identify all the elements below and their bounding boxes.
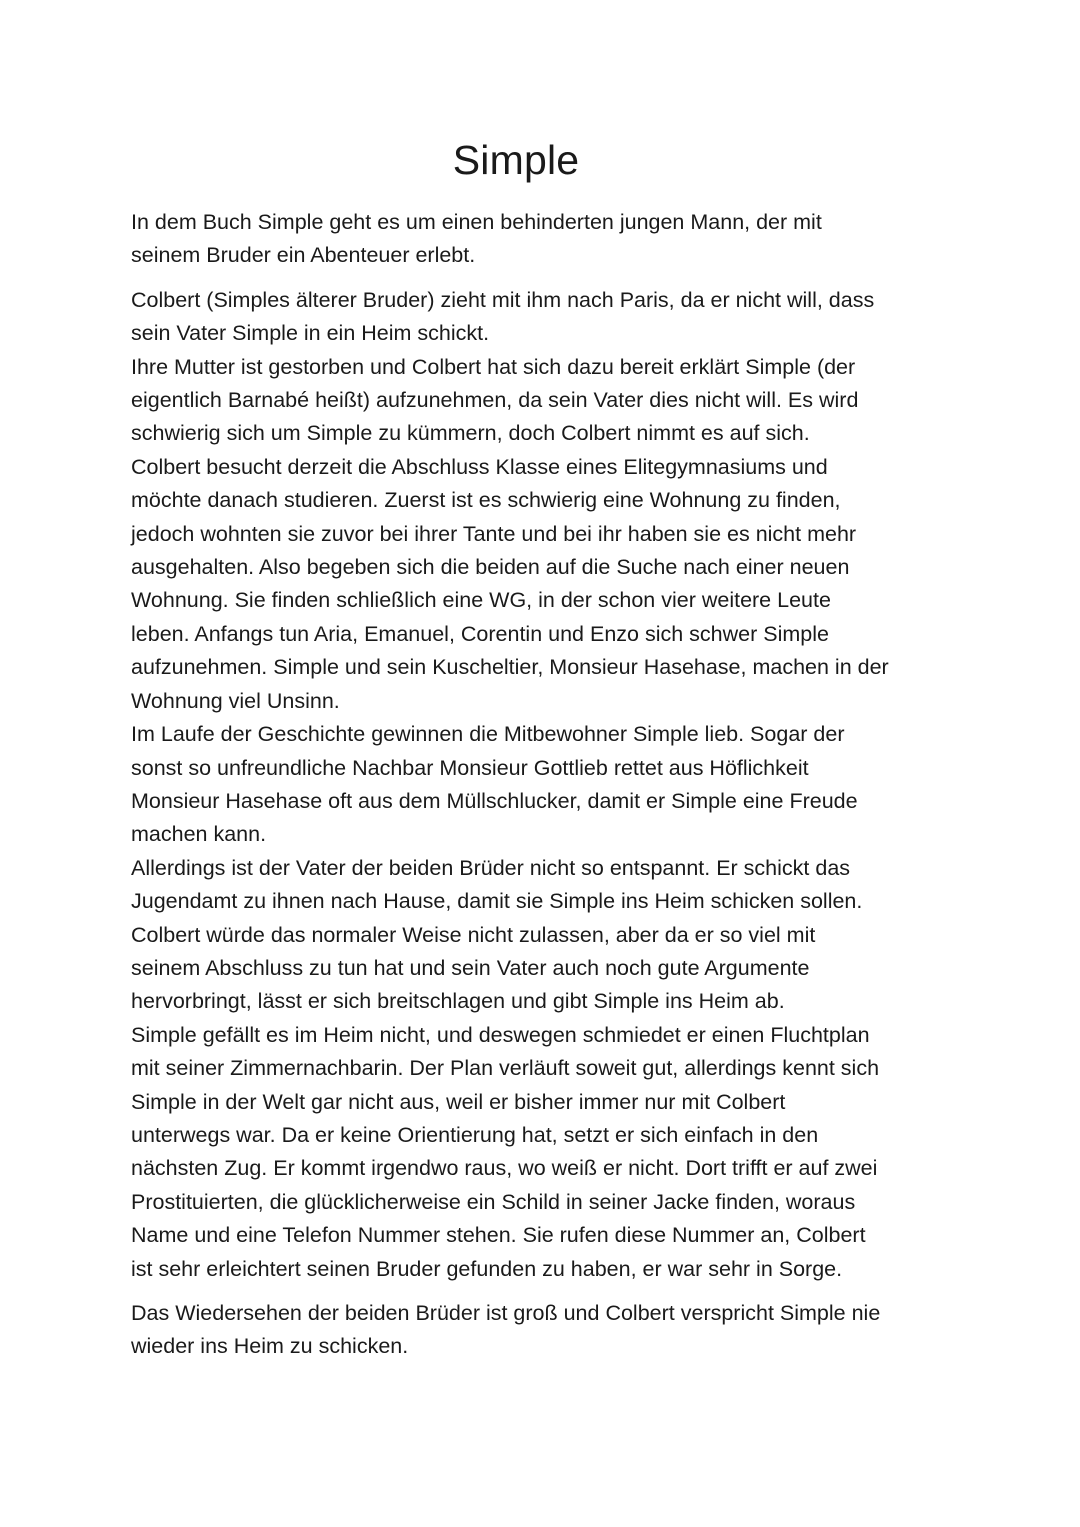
text-line: Wohnung. Sie finden schließlich eine WG, in der schon vier weitere Leute bbox=[131, 588, 831, 613]
text-line: In dem Buch Simple geht es um einen behinderten jungen Mann, der mit bbox=[131, 210, 822, 234]
text-line: hervorbringt, lässt er sich breitschlagen und gibt Simple ins Heim ab. bbox=[131, 989, 785, 1014]
text-line: ausgehalten. Also begeben sich die beiden auf die Suche nach einer neuen bbox=[131, 555, 850, 580]
text-line: Simple in der Welt gar nicht aus, weil er bisher immer nur mit Colbert bbox=[131, 1089, 786, 1114]
text-line: Wohnung viel Unsinn. bbox=[131, 688, 340, 713]
text-line: Colbert (Simples älterer Bruder) zieht mit ihm nach Paris, da er nicht will, dass bbox=[131, 287, 875, 312]
text-line: Jugendamt zu ihnen nach Hause, damit sie Simple ins Heim schicken sollen. bbox=[131, 889, 863, 914]
text-line: Das Wiedersehen der beiden Brüder ist groß und Colbert verspricht Simple nie bbox=[131, 1301, 881, 1325]
text-line: nächsten Zug. Er kommt irgendwo raus, wo weiß er nicht. Dort trifft er auf zwei bbox=[131, 1156, 878, 1181]
text-line: wieder ins Heim zu schicken. bbox=[131, 1334, 409, 1359]
text-line: Ihre Mutter ist gestorben und Colbert hat sich dazu bereit erklärt Simple (der bbox=[131, 354, 856, 379]
text-line: machen kann. bbox=[131, 822, 267, 847]
text-line: Allerdings ist der Vater der beiden Brüder nicht so entspannt. Er schickt das bbox=[131, 855, 851, 880]
text-line: seinem Abschluss zu tun hat und sein Vater auch noch gute Argumente bbox=[131, 955, 810, 980]
text-line: leben. Anfangs tun Aria, Emanuel, Corentin und Enzo sich schwer Simple bbox=[131, 621, 829, 646]
text-line: jedoch wohnten sie zuvor bei ihrer Tante und bei ihr haben sie es nicht mehr bbox=[131, 521, 857, 546]
text-line: Prostituierten, die glücklicherweise ein Schild in seiner Jacke finden, woraus bbox=[131, 1189, 856, 1214]
text-line: unterwegs war. Da er keine Orientierung hat, setzt er sich einfach in den bbox=[131, 1122, 819, 1147]
text-line: Im Laufe der Geschichte gewinnen die Mitbewohner Simple lieb. Sogar der bbox=[131, 722, 845, 747]
text-line: Colbert würde das normaler Weise nicht zulassen, aber da er so viel mit bbox=[131, 922, 816, 947]
text-line: Colbert besucht derzeit die Abschluss Klasse eines Elitegymnasiums und bbox=[131, 454, 828, 479]
text-line: Simple gefällt es im Heim nicht, und deswegen schmiedet er einen Fluchtplan bbox=[131, 1022, 870, 1047]
text-line: mit seiner Zimmernachbarin. Der Plan verläuft soweit gut, allerdings kennt sich bbox=[131, 1056, 880, 1081]
text-line: sonst so unfreundliche Nachbar Monsieur Gottlieb rettet aus Höflichkeit bbox=[131, 755, 809, 780]
text-line: aufzunehmen. Simple und sein Kuscheltier, Monsieur Hasehase, machen in der bbox=[131, 655, 889, 680]
text-line: eigentlich Barnabé heißt) aufzunehmen, da sein Vater dies nicht will. Es wird bbox=[131, 388, 859, 413]
document-body bbox=[131, 206, 961, 1364]
text-line: schwierig sich um Simple zu kümmern, doch Colbert nimmt es auf sich. bbox=[131, 421, 810, 446]
text-line: ist sehr erleichtert seinen Bruder gefunden zu haben, er war sehr in Sorge. bbox=[131, 1256, 843, 1281]
text-line: möchte danach studieren. Zuerst ist es schwierig eine Wohnung zu finden, bbox=[131, 488, 841, 513]
text-line: Monsieur Hasehase oft aus dem Müllschlucker, damit er Simple eine Freude bbox=[131, 788, 858, 813]
paragraph-intro bbox=[131, 206, 961, 273]
paragraph-conclusion bbox=[131, 1297, 961, 1364]
text-line: sein Vater Simple in ein Heim schickt. bbox=[131, 321, 490, 346]
document-title: Simple bbox=[452, 137, 580, 183]
text-line: seinem Bruder ein Abenteuer erlebt. bbox=[131, 243, 476, 268]
paragraph-story bbox=[131, 284, 961, 1286]
text-line: Name und eine Telefon Nummer stehen. Sie rufen diese Nummer an, Colbert bbox=[131, 1223, 866, 1248]
